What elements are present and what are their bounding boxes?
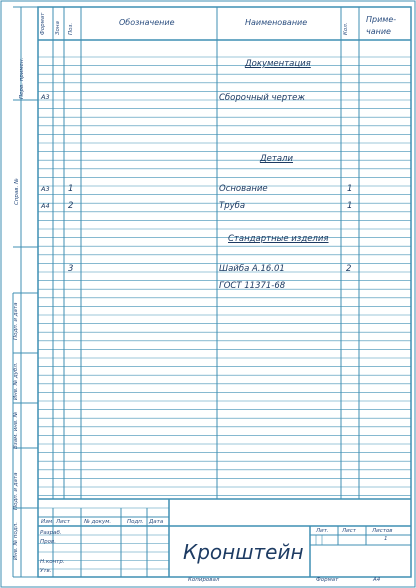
tb-col-doc-no: № докум. [84, 519, 112, 525]
tb-sheets-value: 1 [384, 536, 388, 542]
row-name-tube: Труба [219, 201, 246, 211]
tb-col-signature: Подп. [127, 519, 144, 525]
side-label-replace-inv: Взам. инв. № [13, 411, 19, 449]
tb-role-developer: Разраб. [40, 530, 62, 536]
tb-role-norm-control: Н.контр. [40, 559, 65, 565]
row-name-assembly-drawing: Сборочный чертеж [219, 93, 305, 103]
row-format-a3-base: А3 [41, 185, 50, 193]
header-zone: Зона [55, 21, 61, 35]
side-label-sign-date-1: Подп. и дата [13, 302, 19, 340]
tb-col-date: Дата [149, 519, 164, 525]
header-format: Формат [40, 12, 46, 35]
row-format-a4-tube: А4 [41, 202, 50, 210]
tb-role-approver: Утв. [40, 568, 52, 574]
row-pos-2: 2 [68, 201, 74, 211]
side-label-sign-date-2: Подп. и дата [13, 472, 19, 510]
section-details: Детали [260, 154, 293, 164]
row-pos-3: 3 [68, 264, 74, 274]
header-name: Наименование [245, 18, 308, 27]
footer-copied: Копировал [188, 577, 220, 583]
side-label-duplicate-inv: Инв. № дубл. [13, 362, 19, 400]
footer-format-value: А4 [373, 577, 381, 583]
row-qty-washer: 2 [346, 264, 352, 274]
footer-format-label: Формат [316, 577, 339, 583]
tb-col-change: Изм. [41, 519, 54, 525]
tb-lit-label: Лит. [316, 528, 329, 534]
row-name-base: Основание [219, 184, 268, 194]
header-note: Приме- чание [366, 15, 397, 36]
section-documentation: Документация [245, 59, 311, 69]
row-pos-1: 1 [68, 184, 74, 194]
header-designation: Обозначение [119, 18, 175, 27]
row-qty-base: 1 [347, 184, 353, 194]
tb-role-checker: Пров. [40, 539, 56, 545]
side-label-first-use: Перв. примен. [19, 57, 25, 99]
header-qty: Кол. [343, 22, 349, 35]
document-title: Кронштейн [183, 540, 304, 564]
header-pos: Поз. [68, 22, 74, 35]
section-standard-items: Стандартные изделия [228, 234, 329, 244]
tb-sheets-label: Листов [372, 528, 393, 534]
side-label-original-inv: Инв. № подл. [13, 522, 19, 560]
row-format-a3-assembly: А3 [41, 93, 50, 101]
row-qty-tube: 1 [347, 201, 353, 211]
row-name-gost: ГОСТ 11371-68 [219, 281, 286, 291]
tb-sheet-label: Лист [342, 528, 356, 534]
side-label-reference-no: Справ. № [14, 178, 20, 205]
tb-col-sheet: Лист [56, 519, 70, 525]
row-name-washer: Шайба А.16.01 [219, 264, 285, 274]
